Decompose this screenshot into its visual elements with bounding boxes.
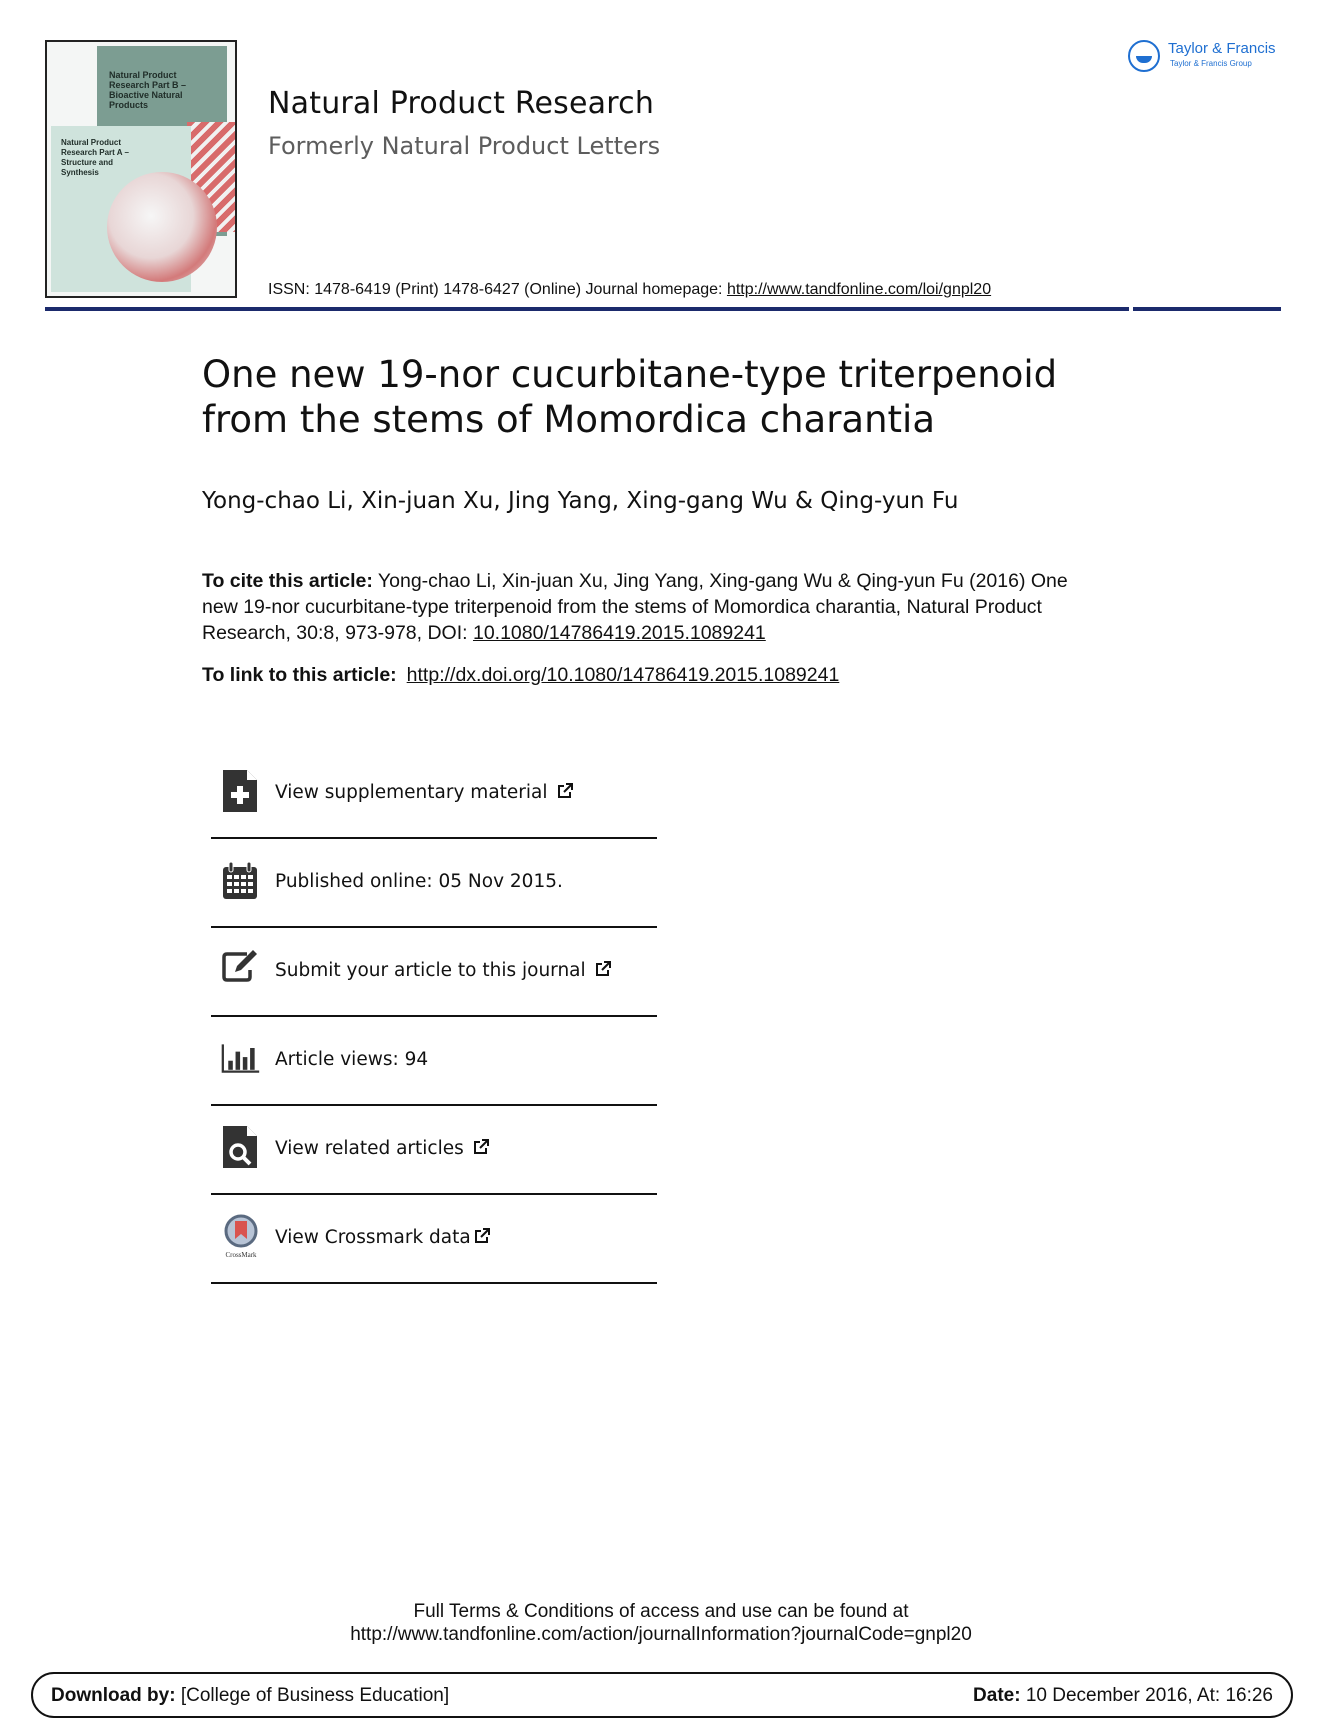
item-label: View Crossmark data: [275, 1227, 471, 1248]
cover-back-title: Natural Product Research Part B – Bioactive Natural Products: [109, 70, 187, 110]
header-divider-right: [1133, 307, 1281, 311]
calendar-icon: [221, 857, 261, 903]
submit-article-link[interactable]: [211, 928, 657, 1017]
download-label: Download by:: [51, 1685, 176, 1706]
published-online-date: [211, 839, 657, 928]
external-link-icon: [556, 782, 574, 800]
cite-label: To cite this article:: [202, 570, 373, 592]
article-doi-url[interactable]: http://dx.doi.org/10.1080/14786419.2015.1089241: [406, 664, 840, 686]
download-by: [51, 1685, 449, 1707]
journal-title: Natural Product Research: [268, 86, 655, 121]
journal-homepage-link[interactable]: http://www.tandfonline.com/loi/gnpl20: [726, 281, 992, 298]
issn-text: ISSN: 1478-6419 (Print) 1478-6427 (Online) Journal homepage:: [268, 281, 727, 298]
citation: [202, 568, 1102, 646]
bar-chart-icon: [221, 1035, 261, 1081]
item-label: Published online: 05 Nov 2015.: [275, 871, 563, 892]
article-views: [211, 1017, 657, 1106]
cover-protein-art: [107, 172, 217, 282]
view-crossmark-data[interactable]: [211, 1195, 657, 1284]
article-actions-list: [211, 750, 657, 1284]
article-link-line: [202, 664, 839, 687]
article-title: One new 19-nor cucurbitane-type triterpenoid from the stems of Momordica charantia: [202, 353, 1058, 441]
download-date: [973, 1685, 1273, 1707]
header-divider: [45, 307, 1129, 311]
item-label: View related articles: [275, 1138, 464, 1159]
view-related-articles[interactable]: [211, 1106, 657, 1195]
item-label: Article views: 94: [275, 1049, 429, 1070]
supplementary-file-icon: [221, 768, 261, 814]
date-label: Date:: [973, 1685, 1021, 1706]
issn-line: [268, 281, 991, 299]
crossmark-icon: [221, 1213, 261, 1259]
terms-line-1: Full Terms & Conditions of access and use can be found at: [413, 1601, 909, 1622]
terms-url[interactable]: http://www.tandfonline.com/action/journalInformation?journalCode=gnpl20: [350, 1624, 972, 1645]
terms-notice: [0, 1600, 1322, 1646]
publisher-name: Taylor & Francis: [1168, 40, 1276, 57]
external-link-icon: [594, 960, 612, 978]
external-link-icon: [472, 1138, 490, 1156]
cover-front-title: Natural Product Research Part A – Structure and Synthesis: [61, 138, 129, 177]
download-info-bar: [31, 1672, 1293, 1718]
view-supplementary-material[interactable]: [211, 750, 657, 839]
cite-text: Yong-chao Li, Xin-juan Xu, Jing Yang, Xing-gang Wu & Qing-yun Fu (2016) One new 19-nor cucurbitane-type triterpenoid from the stems of Momordica charantia, Natural Product Research, 30:8, 973-978, DOI:: [202, 570, 1068, 644]
download-institution: [College of Business Education]: [175, 1685, 450, 1706]
date-value: 10 December 2016, At: 16:26: [1020, 1685, 1273, 1706]
article-authors: Yong-chao Li, Xin-juan Xu, Jing Yang, Xing-gang Wu & Qing-yun Fu: [202, 488, 959, 514]
publisher-group: Taylor & Francis Group: [1170, 59, 1252, 68]
lamp-logo-icon: [1128, 40, 1160, 72]
doi-link[interactable]: 10.1080/14786419.2015.1089241: [472, 622, 766, 644]
item-label: Submit your article to this journal: [275, 960, 586, 981]
item-label: View supplementary material: [275, 782, 548, 803]
file-search-icon: [221, 1124, 261, 1170]
link-label: To link to this article:: [202, 664, 397, 686]
edit-icon: [221, 946, 261, 992]
publisher-logo: [1128, 38, 1288, 78]
external-link-icon: [473, 1227, 491, 1245]
journal-subtitle: Formerly Natural Product Letters: [268, 132, 661, 160]
journal-cover-image: [45, 40, 237, 298]
svg-text:CrossMark: CrossMark: [225, 1251, 257, 1259]
